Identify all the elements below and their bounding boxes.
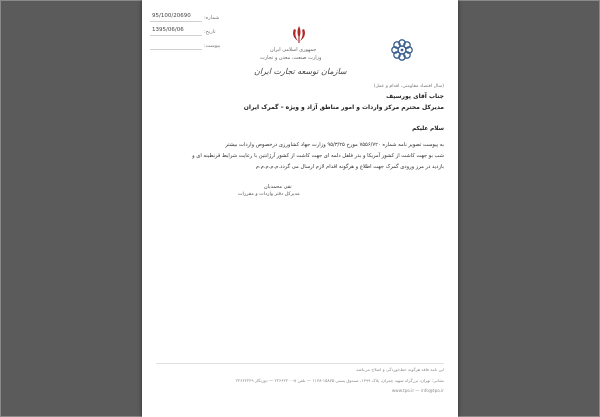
ministry-line-1: جمهوری اسلامی ایران [270,47,317,53]
number-label: شماره: [204,15,220,21]
footer-web: www.tpo.ir — info@tpo.ir [391,388,444,393]
footer-note: این نامه فاقد هرگونه خط‌خوردگی و اصلاح می‌باشد [356,367,444,372]
body-line: شب بو جهت کاشت از کشور آمریکا و بذر فلفل دلمه ای جهت کاشت از کشور آرژانتین با رعایت شرایط قرنطینه ای و [192,153,444,159]
date-label: تاریخ: [204,29,216,35]
letter-number: 95/100/20690 [152,13,191,19]
letter-date: 1395/06/06 [152,27,184,33]
iran-emblem-icon [288,23,310,45]
organization-name: سازمان توسعه تجارت ایران [254,67,347,76]
divider [150,35,202,36]
tpo-logo-icon [389,37,415,63]
year-slogan: (سال اقتصاد مقاومتی، اقدام و عمل) [373,84,444,89]
divider [150,21,202,22]
attachment-label: پیوست: [204,43,221,49]
body-line: بازدید در مرز ورودی گمرک جهت اطلاع و هرگونه اقدام لازم ارسال می گردد.م.م.م.م.م [255,164,444,170]
greeting: سلام علیکم [412,126,444,132]
footer-address: نشانی: تهران، بزرگراه شهید چمران، پلاک ۱۳۹۹، صندوق پستی ۱۵۸۷۵-۱۱۳۸ — تلفن ۸-۲۲۶۶۲۲۰۰ — دورنگار ۲۲۶۶۲۲۲۹ [235,378,444,383]
body-line: به پیوست تصویر نامه شماره ۷۵۵۶/۷۲۰ مورخ ۹۵/۳/۲۵ وزارت جهاد کشاورزی درخصوص واردات بیشتر [225,142,444,148]
divider [150,49,202,50]
footer-divider [156,363,444,364]
recipient-name: جناب آقای پورسیف [386,93,444,100]
signer-title: مدیرکل دفتر واردات و مقررات [238,192,300,197]
ministry-line-2: وزارت صنعت، معدن و تجارت [260,55,322,61]
recipient-title: مدیرکل محترم مرکز واردات و امور مناطق آزاد و ویژه – گمرک ایران [243,104,444,111]
signer-name: تقی محمدیان [264,184,292,190]
letter-page [142,0,458,417]
